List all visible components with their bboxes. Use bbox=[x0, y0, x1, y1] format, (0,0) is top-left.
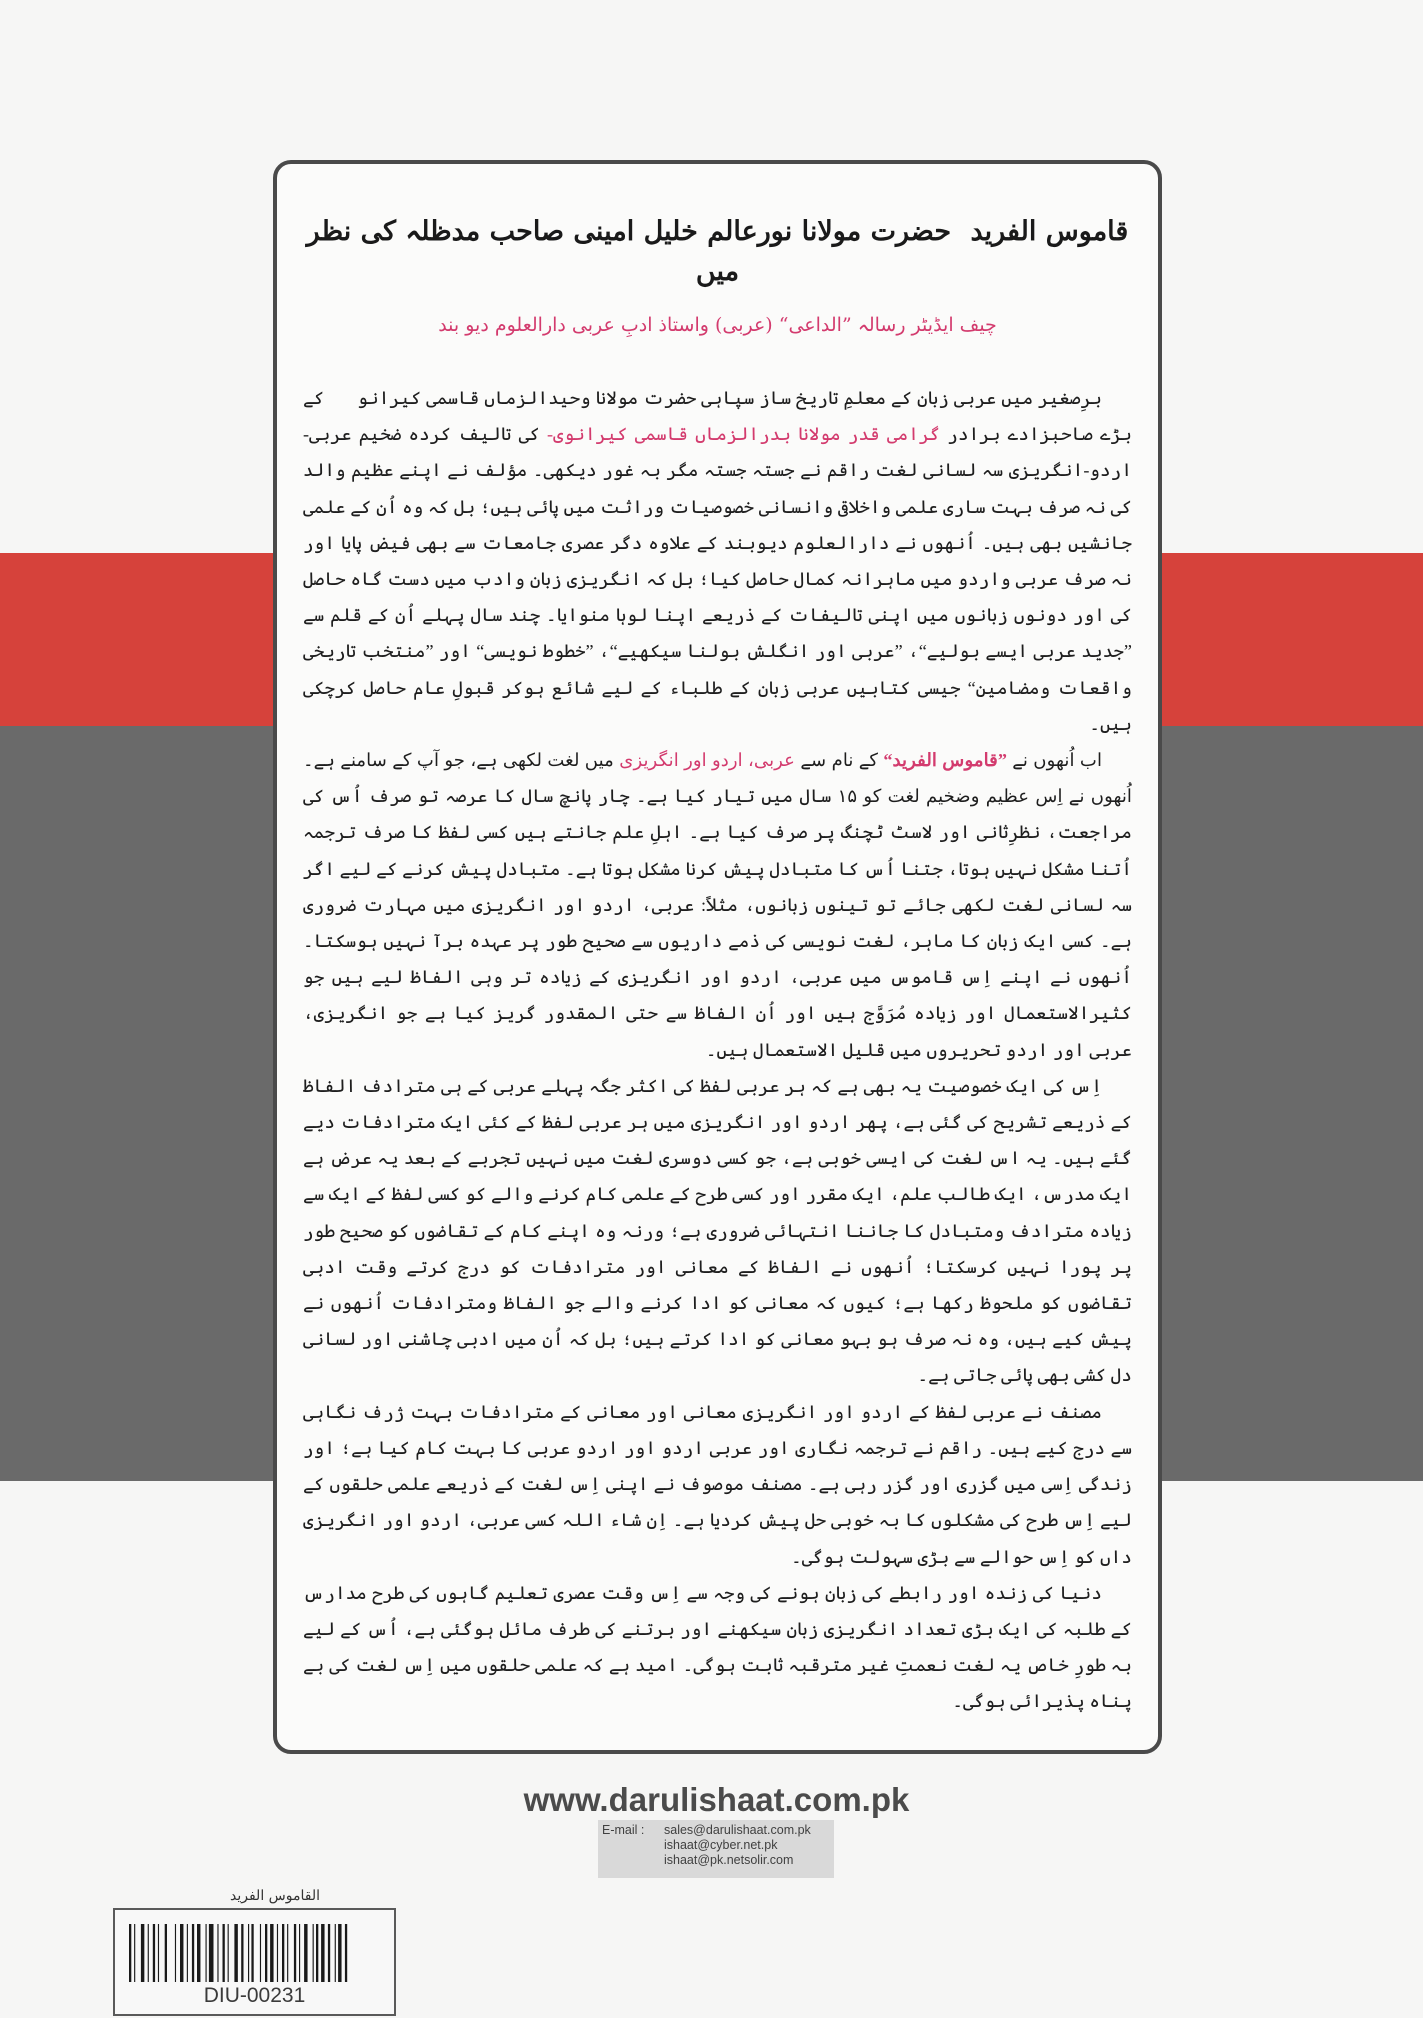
barcode-bar bbox=[134, 1924, 135, 1982]
barcode-bar bbox=[345, 1924, 347, 1982]
barcode-bar bbox=[228, 1924, 229, 1982]
paragraph-1-text-a: برِصغیر میں عربی زبان کے معلمِ تاریخ ساز سپاہی حضرت مولانا وحیدالزماں قاسمی کیرانویؒ کے بڑے صاحبزادے برادر bbox=[303, 388, 1132, 445]
email-box bbox=[598, 1820, 834, 1878]
barcode-area bbox=[0, 1888, 1423, 2018]
barcode-bar bbox=[328, 1924, 330, 1982]
barcode-bar bbox=[265, 1924, 267, 1982]
paragraph-1-text-b: کی تالیف کردہ ضخیم عربی-اردو-انگریزی سہ لسانی لغت راقم نے جستہ جستہ مگر بہ غور دیکھی۔ مؤلف نے اپنے عظیم والد کی نہ صرف بہت ساری علمی واخلاقی وانسانی خصوصیات وراثت میں پائی ہیں؛ بل کہ وہ اُن کے علمی جانشیں بھی ہیں۔ اُنھوں نے دارالعلوم دیوبند کے علاوہ دگر عصری جامعات سے بھی فیض پایا اور نہ صرف عربی واردو میں ماہرانہ کمال حاصل کیا؛ بل کہ انگریزی زبان وادب میں دست گاہ حاصل کی اور دونوں زبانوں میں اپنی تالیفات کے ذریعے اپنا لوہا منوایا۔ چند سال پہلے اُن کے قلم سے ”جدید عربی ایسے بولیے“، ”عربی اور انگلش بولنا سیکھیے“، ”خطوط نویسی“ اور ”منتخب تاریخی واقعات ومضامین“ جیسی کتابیں عربی زبان کے طلباء کے لیے شائع ہوکر قبولِ عام حاصل کرچکی ہیں۔ bbox=[303, 424, 1132, 734]
review-frame bbox=[273, 160, 1162, 1754]
review-title bbox=[303, 212, 1132, 292]
email-address[interactable]: ishaat@pk.netsolir.com bbox=[664, 1852, 794, 1867]
barcode-bar bbox=[321, 1924, 324, 1982]
title-book-name: قاموس الفرید bbox=[970, 216, 1129, 247]
barcode-bar bbox=[316, 1924, 318, 1982]
paragraph-1 bbox=[303, 380, 1132, 742]
barcode-bar bbox=[248, 1924, 249, 1982]
email-list bbox=[664, 1823, 811, 1868]
barcode-bar bbox=[148, 1924, 149, 1982]
review-body bbox=[303, 380, 1132, 1720]
paragraph-3: اِس کی ایک خصوصیت یہ بھی ہے کہ ہر عربی لفظ کی اکثر جگہ پہلے عربی کے ہی مترادف الفاظ کے ذریعے تشریح کی گئی ہے، پھر اردو اور انگریزی میں ہر عربی لفظ کے کئی ایک مترادفات دیے گئے ہیں۔ یہ اس لغت کی ایسی خوبی ہے، جو کسی دوسری لغت میں نہیں تجربے کے بعد یہ عرض ہے ایک مدرس، ایک طالب علم، ایک مقرر اور کسی طرح کے علمی کام کرنے والے کو کسی لفظ کے ایک سے زیادہ مترادف ومتبادل کا جاننا انتہائی ضروری ہے؛ ورنہ وہ اپنے کام کے تقاضوں کو صحیح طور پر پورا نہیں کرسکتا؛ اُنھوں نے الفاظ کے معانی اور مترادفات کو درج کرتے وقت ادبی تقاضوں کو ملحوظ رکھا ہے؛ کیوں کہ معانی کو ادا کرنے والے جو الفاظ ومترادفات اُنھوں نے پیش کیے ہیں، وہ نہ صرف ہو بہو معانی کو ادا کرتے ہیں؛ بل کہ اُن میں ادبی چاشنی اور لسانی دل کشی بھی پائی جاتی ہے۔ bbox=[303, 1075, 1132, 1386]
review-content bbox=[303, 212, 1132, 1720]
title-reviewer: حضرت مولانا نورعالم خلیل امینی صاحب مدظلہ کی نظر میں bbox=[306, 216, 952, 287]
barcode-bar bbox=[153, 1924, 155, 1982]
barcode-bar bbox=[260, 1924, 261, 1982]
book-name-highlight: ”قاموس الفرید“ bbox=[883, 750, 1007, 771]
email-address[interactable]: ishaat@cyber.net.pk bbox=[664, 1837, 778, 1852]
email-address[interactable]: sales@darulishaat.com.pk bbox=[664, 1822, 811, 1837]
barcode-bar bbox=[282, 1924, 284, 1982]
paragraph-5: دنیا کی زندہ اور رابطے کی زبان ہونے کی وجہ سے اِس وقت عصری تعلیم گاہوں کی طرح مدارس کے طلبہ کی ایک بڑی تعداد انگریزی زبان سیکھنے اور برتنے کی طرف مائل ہوگئی ہے، اُس کے لیے بہ طورِ خاص یہ لغت نعمتِ غیر مترقبہ ثابت ہوگی۔ امید ہے کہ علمی حلقوں میں اِس لغت کی بے پناہ پذیرائی ہوگی۔ bbox=[303, 1582, 1132, 1712]
barcode-bar bbox=[270, 1924, 273, 1982]
publisher-website[interactable]: www.darulishaat.com.pk bbox=[523, 1780, 910, 1818]
barcode-bars bbox=[129, 1924, 384, 1982]
paragraph-2-text-c: میں لغت لکھی ہے، جو آپ کے سامنے ہے۔ اُنھوں نے اِس عظیم وضخیم لغت کو ۱۵ سال میں تیار کیا ہے۔ چار پانچ سال کا عرصہ تو صرف اُس کی مراجعت، نظرِثانی اور لاسٹ ٹچنگ پر صرف کیا ہے۔ اہلِ علم جانتے ہیں کسی لفظ کا صرف ترجمہ اُتنا مشکل نہیں ہوتا، جتنا اُس کا متبادل پیش کرنا مشکل ہوتا ہے۔ متبادل پیش کرنے کے لیے اگر سہ لسانی لغت لکھی جائے تو تینوں زبانوں، مثلاً: عربی، اردو اور انگریزی میں مہارت ضروری ہے۔ کسی ایک زبان کا ماہر، لغت نویسی کی ذمے داریوں سے صحیح طور پر عہدہ برآ نہیں ہوسکتا۔ اُنھوں نے اپنے اِس قاموس میں عربی، اردو اور انگریزی کے زیادہ تر وہی الفاظ لیے ہیں جو کثیرالاستعمال اور زیادہ مُرَوَّج ہیں اور اُن الفاظ سے حتی المقدور گریز کیا ہے جو انگریزی، عربی اور اردو تحریروں میں قلیل الاستعمال ہیں۔ bbox=[303, 750, 1132, 1060]
barcode-bar bbox=[158, 1924, 159, 1982]
barcode-bar bbox=[217, 1924, 218, 1982]
paragraph-2-text-a: اب اُنھوں نے bbox=[1006, 750, 1103, 771]
barcode-bar bbox=[192, 1924, 194, 1982]
barcode-bar bbox=[251, 1924, 253, 1982]
barcode-bar bbox=[335, 1924, 336, 1982]
barcode-bar bbox=[141, 1924, 144, 1982]
barcode-bar bbox=[287, 1924, 288, 1982]
barcode-bar bbox=[313, 1924, 314, 1982]
barcode-bar bbox=[129, 1924, 131, 1982]
barcode-bar bbox=[299, 1924, 300, 1982]
barcode-bar bbox=[180, 1924, 183, 1982]
barcode-bar bbox=[241, 1924, 243, 1982]
reviewer-designation: چیف ایڈیٹر رسالہ ”الداعی“ (عربی) واستاذ ادبِ عربی دارالعلوم دیو بند bbox=[438, 314, 997, 336]
barcode-bar bbox=[277, 1924, 278, 1982]
barcode-bar bbox=[338, 1924, 341, 1982]
publisher-footer bbox=[0, 1780, 1423, 2018]
barcode-bar bbox=[206, 1924, 207, 1982]
barcode-number: DIU-00231 bbox=[203, 1983, 306, 2007]
barcode-bar bbox=[175, 1924, 176, 1982]
paragraph-4: مصنف نے عربی لفظ کے اردو اور انگریزی معانی اور معانی کے مترادفات بہت ژرف نگاہی سے درج کیے ہیں۔ راقم نے ترجمہ نگاری اور عربی اردو اور اردو عربی کا بہت کام کیا ہے؛ اور زندگی اِسی میں گزری اور گزر رہی ہے۔ مصنف موصوف نے اپنی اِس لغت کے ذریعے علمی حلقوں کے لیے اِس طرح کی مشکلوں کا بہ خوبی حل پیش کردیا ہے۔ اِن شاء اللہ کسی عربی، اردو اور انگریزی داں کو اِس حوالے سے بڑی سہولت ہوگی۔ bbox=[303, 1401, 1132, 1567]
barcode-bar bbox=[187, 1924, 188, 1982]
barcode-bar bbox=[234, 1924, 237, 1982]
author-name-highlight: گرامی قدر مولانا بدرالزماں قاسمی کیرانوی- bbox=[547, 424, 941, 445]
paragraph-2 bbox=[303, 742, 1132, 1068]
barcode-bar bbox=[294, 1924, 296, 1982]
barcode-caption: القاموس الفرید bbox=[230, 1887, 320, 1904]
barcode-bar bbox=[304, 1924, 307, 1982]
languages-highlight: عربی، اردو اور انگریزی bbox=[619, 750, 796, 771]
barcode-bar bbox=[197, 1924, 200, 1982]
barcode-bar bbox=[165, 1924, 167, 1982]
barcode-bar bbox=[209, 1924, 214, 1982]
email-label: E-mail : bbox=[602, 1822, 645, 1837]
barcode-label bbox=[113, 1908, 396, 2016]
paragraph-2-text-b: کے نام سے bbox=[795, 750, 884, 771]
barcode-bar bbox=[223, 1924, 225, 1982]
